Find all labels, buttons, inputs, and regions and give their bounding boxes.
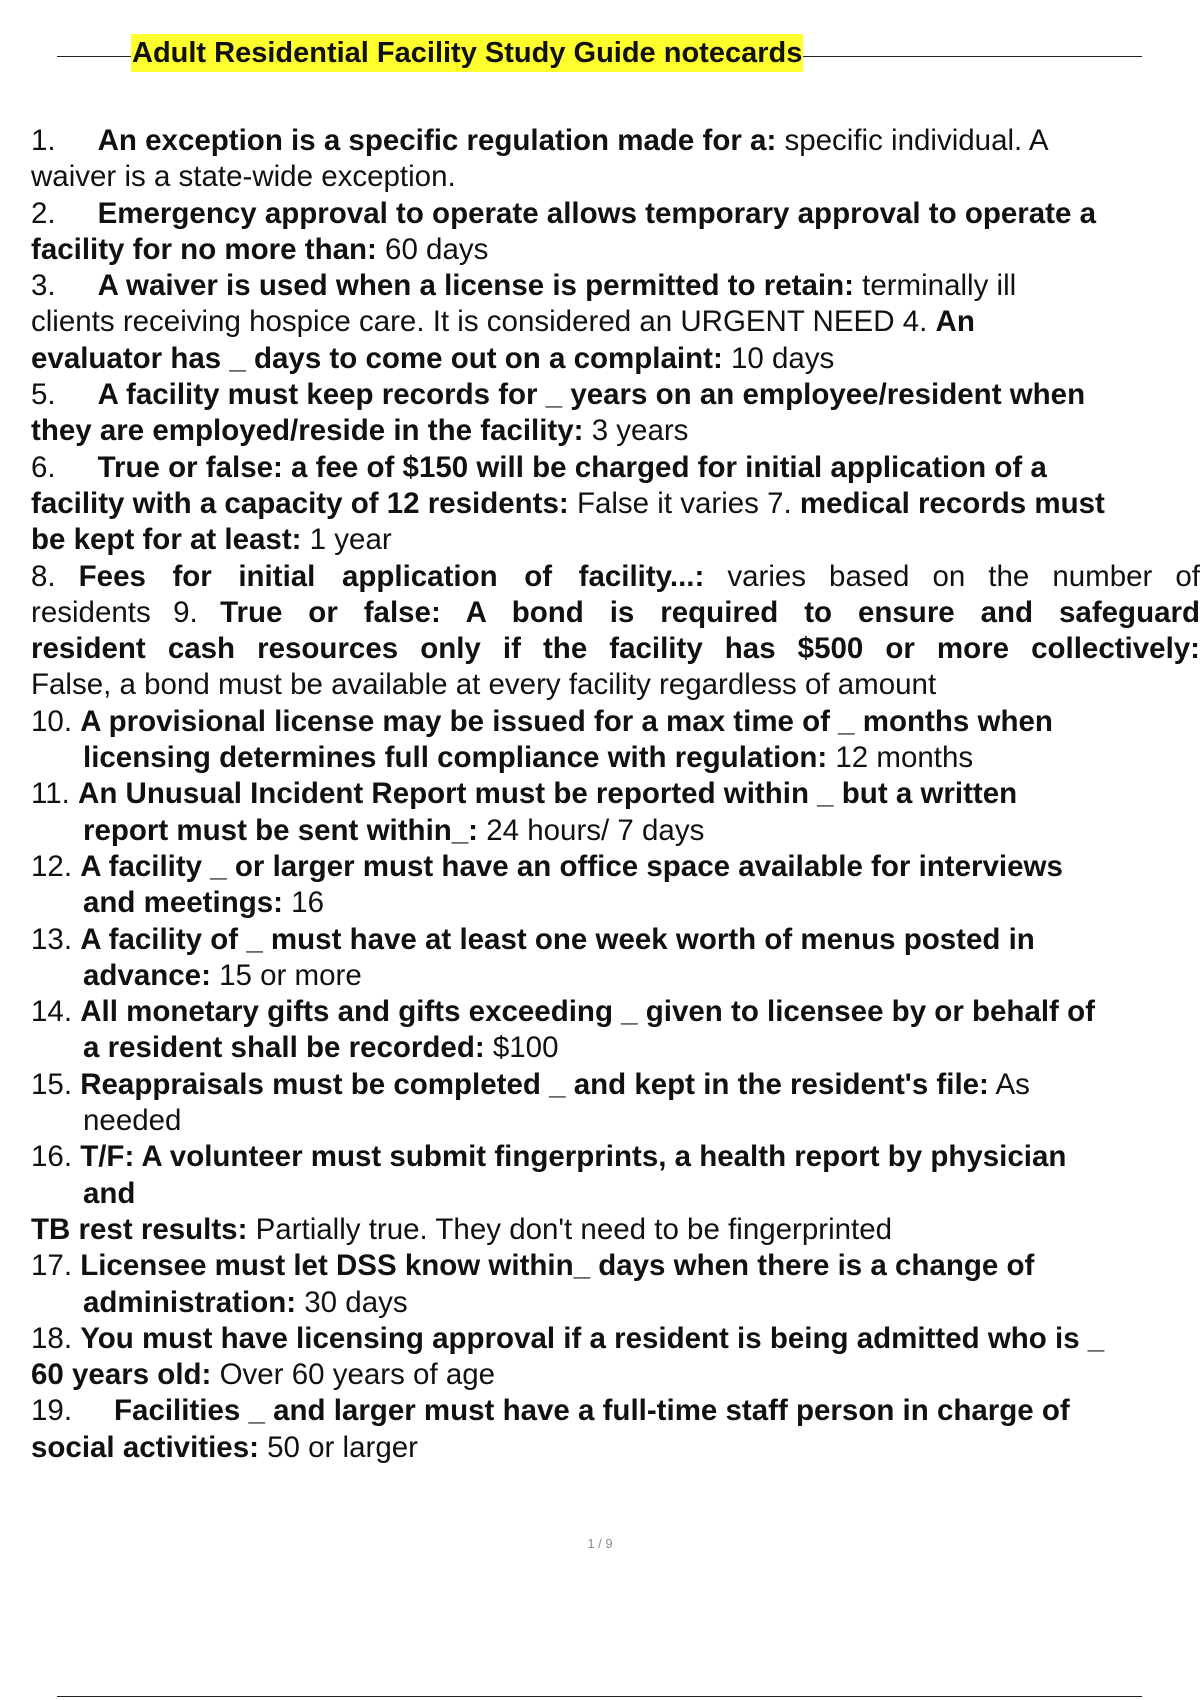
question-text: Licensee must let DSS know within_ days when there is a change of: [80, 1249, 1035, 1283]
text-line: [31, 776, 1200, 812]
question-text: A facility must keep records for _ years on an employee/resident when: [97, 378, 1086, 412]
question-text: An: [935, 305, 975, 339]
answer-text: $100: [484, 1031, 559, 1065]
answer-text: 11.: [31, 777, 79, 811]
question-text: and meetings:: [83, 886, 283, 920]
question-text: True or false: a fee of $150 will be charged for initial application of a: [97, 450, 1047, 484]
answer-text: 18.: [31, 1321, 81, 1355]
item-number: 1.: [31, 124, 56, 157]
answer-text: Over 60 years of age: [211, 1358, 496, 1392]
question-text: facility for no more than:: [31, 232, 377, 266]
question-text: a resident shall be recorded:: [83, 1031, 485, 1065]
text-line: [31, 885, 1200, 921]
question-text: Reappraisals must be completed _ and kept in the resident's file:: [80, 1067, 989, 1101]
question-text: A provisional license may be issued for a max time of _ months when: [80, 704, 1053, 738]
question-text: facility with a capacity of 12 residents:: [31, 486, 569, 520]
answer-text: specific individual. A: [776, 124, 1049, 157]
question-text: licensing determines full compliance with regulation:: [83, 741, 828, 775]
question-text: True or false: A bond is required to ensure and safeguard: [220, 595, 1200, 629]
question-text: All monetary gifts and gifts exceeding _ given to licensee by or behalf of: [80, 995, 1095, 1029]
answer-text: As: [988, 1067, 1030, 1101]
text-line: [31, 559, 1200, 595]
text-line: [31, 123, 1200, 159]
question-text: and: [83, 1176, 136, 1210]
question-text: Emergency approval to operate allows temporary approval to operate a: [97, 196, 1096, 230]
item-number: 19.: [31, 1394, 73, 1428]
question-text: evaluator has _ days to come out on a complaint:: [31, 341, 723, 375]
question-text: they are employed/reside in the facility:: [31, 414, 584, 448]
answer-text: varies based on the number of: [704, 559, 1200, 593]
answer-text: waiver is a state-wide exception.: [31, 160, 456, 194]
question-text: A waiver is used when a license is permitted to retain:: [97, 269, 854, 303]
text-line: [31, 667, 1200, 703]
question-text: An exception is a specific regulation made for a:: [97, 124, 777, 157]
text-line: [31, 740, 1200, 776]
answer-text: 16: [282, 886, 324, 920]
text-line: [31, 304, 1200, 340]
answer-text: 10.: [31, 704, 81, 738]
question-text: Facilities _ and larger must have a full-time staff person in charge of: [114, 1394, 1070, 1428]
text-line: [31, 1248, 1200, 1284]
text-line: [31, 849, 1200, 885]
study-guide-list: [31, 123, 1200, 1466]
question-text: A facility _ or larger must have an office space available for interviews: [80, 849, 1063, 883]
answer-text: 60 days: [376, 232, 489, 266]
question-text: advance:: [83, 958, 211, 992]
text-line: [31, 958, 1200, 994]
answer-text: Partially true. They don't need to be fingerprinted: [247, 1212, 893, 1246]
text-line: [31, 1030, 1200, 1066]
page-number: 1 / 9: [587, 1536, 613, 1551]
question-text: medical records must: [799, 486, 1105, 520]
answer-text: 15 or more: [210, 958, 362, 992]
text-line: [31, 704, 1200, 740]
text-line: [31, 413, 1200, 449]
question-text: You must have licensing approval if a resident is being admitted who is _: [80, 1321, 1105, 1355]
question-text: A facility of _ must have at least one week worth of menus posted in: [80, 922, 1035, 956]
text-line: [31, 1212, 1200, 1248]
answer-text: 13.: [31, 922, 81, 956]
text-line: [31, 268, 1200, 304]
text-line: [31, 994, 1200, 1030]
text-line: [31, 631, 1200, 667]
answer-text: 3 years: [583, 414, 689, 448]
answer-text: needed: [83, 1104, 182, 1138]
text-line: [31, 1357, 1200, 1393]
question-text: 60 years old:: [31, 1358, 212, 1392]
answer-text: 15.: [31, 1067, 81, 1101]
question-text: TB rest results:: [31, 1212, 248, 1246]
text-line: [31, 486, 1200, 522]
question-text: resident cash resources only if the facility has $500 or more collectively:: [31, 632, 1200, 666]
text-line: [31, 595, 1200, 631]
text-line: [31, 196, 1200, 232]
question-text: report must be sent within_:: [83, 813, 479, 847]
answer-text: 8.: [31, 559, 79, 593]
text-line: [31, 813, 1200, 849]
question-text: An Unusual Incident Report must be reported within _ but a written: [78, 777, 1018, 811]
answer-text: terminally ill: [853, 269, 1017, 303]
answer-text: 24 hours/ 7 days: [478, 813, 705, 847]
item-number: 3.: [31, 269, 56, 303]
answer-text: False, a bond must be available at every facility regardless of amount: [31, 668, 937, 702]
answer-text: 10 days: [722, 341, 835, 375]
text-line: [31, 1321, 1200, 1357]
question-text: be kept for at least:: [31, 523, 302, 557]
text-line: [31, 1176, 1200, 1212]
answer-text: 16.: [31, 1140, 81, 1174]
item-number: 6.: [31, 450, 56, 484]
answer-text: 30 days: [296, 1285, 408, 1319]
answer-text: 12 months: [827, 741, 974, 775]
text-line: [31, 450, 1200, 486]
text-line: [31, 1393, 1200, 1429]
question-text: administration:: [83, 1285, 297, 1319]
text-line: [31, 159, 1200, 195]
item-number: 5.: [31, 378, 56, 412]
document-header: [57, 30, 1142, 74]
text-line: [31, 1139, 1200, 1175]
answer-text: 17.: [31, 1249, 81, 1283]
item-number: 2.: [31, 196, 56, 230]
answer-text: 12.: [31, 849, 81, 883]
answer-text: clients receiving hospice care. It is considered an URGENT NEED 4.: [31, 305, 936, 339]
text-line: [31, 377, 1200, 413]
question-text: Fees for initial application of facility...:: [78, 559, 705, 593]
question-text: social activities:: [31, 1430, 259, 1464]
answer-text: 50 or larger: [258, 1430, 418, 1464]
footer-rule: [57, 1696, 1142, 1697]
text-line: [31, 232, 1200, 268]
text-line: [31, 1067, 1200, 1103]
text-line: [31, 341, 1200, 377]
text-line: [31, 1103, 1200, 1139]
answer-text: 1 year: [301, 523, 392, 557]
text-line: [31, 1285, 1200, 1321]
text-line: [31, 1430, 1200, 1466]
answer-text: 14.: [31, 995, 81, 1029]
text-line: [31, 522, 1200, 558]
document-title: Adult Residential Facility Study Guide notecards: [131, 34, 803, 72]
answer-text: False it varies 7.: [568, 486, 800, 520]
text-line: [31, 922, 1200, 958]
answer-text: residents 9.: [31, 595, 221, 629]
question-text: T/F: A volunteer must submit fingerprints, a health report by physician: [80, 1140, 1067, 1174]
